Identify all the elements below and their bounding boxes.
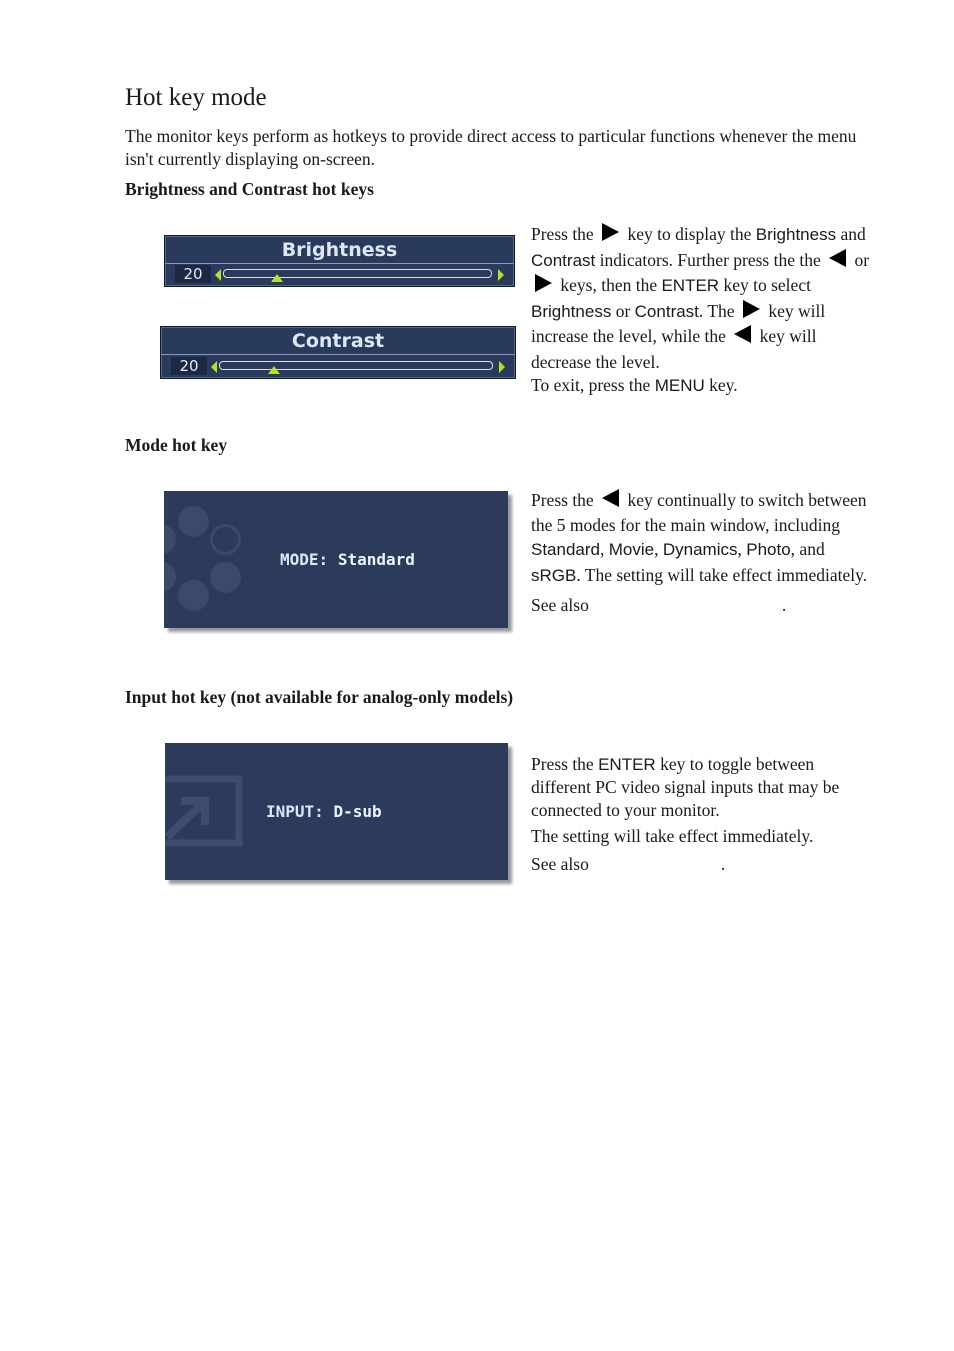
mode-description: Press the key continually to switch between the 5 modes for the main window, including Standard, Movie, Dynamics, Photo, and sRGB. The setting will take effect immediately. See also . xyxy=(531,490,868,615)
enter-key-term: ENTER xyxy=(598,755,656,774)
text: Press the xyxy=(531,754,594,774)
mode-heading: Mode hot key xyxy=(125,435,228,455)
text: the xyxy=(799,249,821,270)
intro-text: The monitor keys perform as hotkeys to provide direct access to particular functions whenever the menu isn't currently displaying on-screen. xyxy=(125,126,857,169)
right-key-icon xyxy=(602,223,619,241)
text: and xyxy=(840,224,866,244)
mode-dot-icon xyxy=(164,562,176,592)
mode-dot-icon xyxy=(210,562,241,593)
text: . The setting will take effect immediately. xyxy=(576,564,868,585)
text: keys, then the xyxy=(560,275,658,295)
text: key. xyxy=(709,375,738,395)
right-key-icon xyxy=(743,300,760,318)
contrast-term: Contrast xyxy=(531,250,596,270)
right-arrow-icon xyxy=(499,361,505,373)
text: or xyxy=(854,249,870,270)
text: decrease the level. xyxy=(531,351,660,372)
text: . The xyxy=(698,300,735,321)
mode-osd-value: Standard xyxy=(337,550,415,569)
text: key to display the xyxy=(627,224,752,244)
text: key continually to switch between the 5 modes for the main window, including xyxy=(531,490,867,535)
brightness-slider-track xyxy=(223,269,492,278)
text: . xyxy=(720,854,726,874)
mode-photo: Photo xyxy=(746,540,791,559)
left-key-icon xyxy=(829,249,846,267)
text: or xyxy=(615,300,631,321)
left-arrow-icon xyxy=(215,269,221,281)
brightness-term: Brightness xyxy=(755,225,837,244)
mode-standard: Standard xyxy=(531,540,600,559)
left-arrow-icon xyxy=(211,361,217,373)
text: , and xyxy=(790,539,825,559)
text: key will xyxy=(759,326,817,346)
brightness-osd-value: 20 xyxy=(175,265,211,283)
text: indicators. Further press the xyxy=(599,249,795,270)
left-key-icon xyxy=(734,325,751,343)
text: Press the xyxy=(531,490,594,510)
mode-movie: Movie xyxy=(608,540,655,559)
input-heading: Input hot key (not available for analog-only models) xyxy=(125,687,514,707)
mode-dot-icon xyxy=(178,506,209,537)
mode-srgb: sRGB xyxy=(531,565,577,585)
contrast-osd xyxy=(160,326,516,379)
brightness-osd-label: Brightness xyxy=(165,238,514,264)
enter-key-term: ENTER xyxy=(661,276,720,295)
text: To exit, press the xyxy=(531,375,651,395)
text: key xyxy=(768,300,794,321)
mode-osd xyxy=(164,491,508,628)
input-osd xyxy=(165,743,508,880)
text: Press the xyxy=(531,224,594,244)
right-arrow-icon xyxy=(498,269,504,281)
text: will increase the level, while the xyxy=(531,300,826,346)
input-osd-text xyxy=(266,802,382,821)
contrast-slider-track xyxy=(219,361,493,370)
brightness-contrast-heading: Brightness and Contrast hot keys xyxy=(125,179,374,199)
input-osd-label: INPUT: xyxy=(266,802,324,821)
text: select xyxy=(771,275,811,295)
text: key to toggle between different PC video signal inputs that may be connected to your monitor. xyxy=(531,754,840,820)
contrast-term: Contrast xyxy=(634,301,699,321)
see-also-text: See also xyxy=(531,595,589,615)
menu-key-term: MENU xyxy=(654,376,705,395)
brightness-term: Brightness xyxy=(531,301,612,321)
input-description xyxy=(531,753,876,876)
contrast-slider-thumb xyxy=(268,366,280,374)
text: key to xyxy=(723,275,767,295)
brightness-description xyxy=(531,222,876,396)
text: . xyxy=(781,595,787,615)
right-key-icon xyxy=(535,274,552,292)
mode-dynamics: Dynamics xyxy=(662,540,738,559)
mode-dot-icon xyxy=(164,524,176,554)
brightness-osd xyxy=(164,235,515,287)
mode-osd-text xyxy=(280,550,415,569)
contrast-osd-value: 20 xyxy=(171,357,207,375)
input-effect-text: The setting will take effect immediately. xyxy=(531,826,814,846)
mode-osd-label: MODE: xyxy=(280,550,329,569)
mode-dot-icon xyxy=(178,580,209,611)
input-osd-value: D-sub xyxy=(333,802,382,821)
page-title: Hot key mode xyxy=(125,84,267,111)
contrast-osd-label: Contrast xyxy=(161,329,515,355)
brightness-slider-thumb xyxy=(271,274,283,282)
see-also-text: See also xyxy=(531,854,589,874)
mode-ring-icon xyxy=(210,524,241,555)
input-source-icon xyxy=(165,773,245,848)
left-key-icon xyxy=(602,489,619,507)
